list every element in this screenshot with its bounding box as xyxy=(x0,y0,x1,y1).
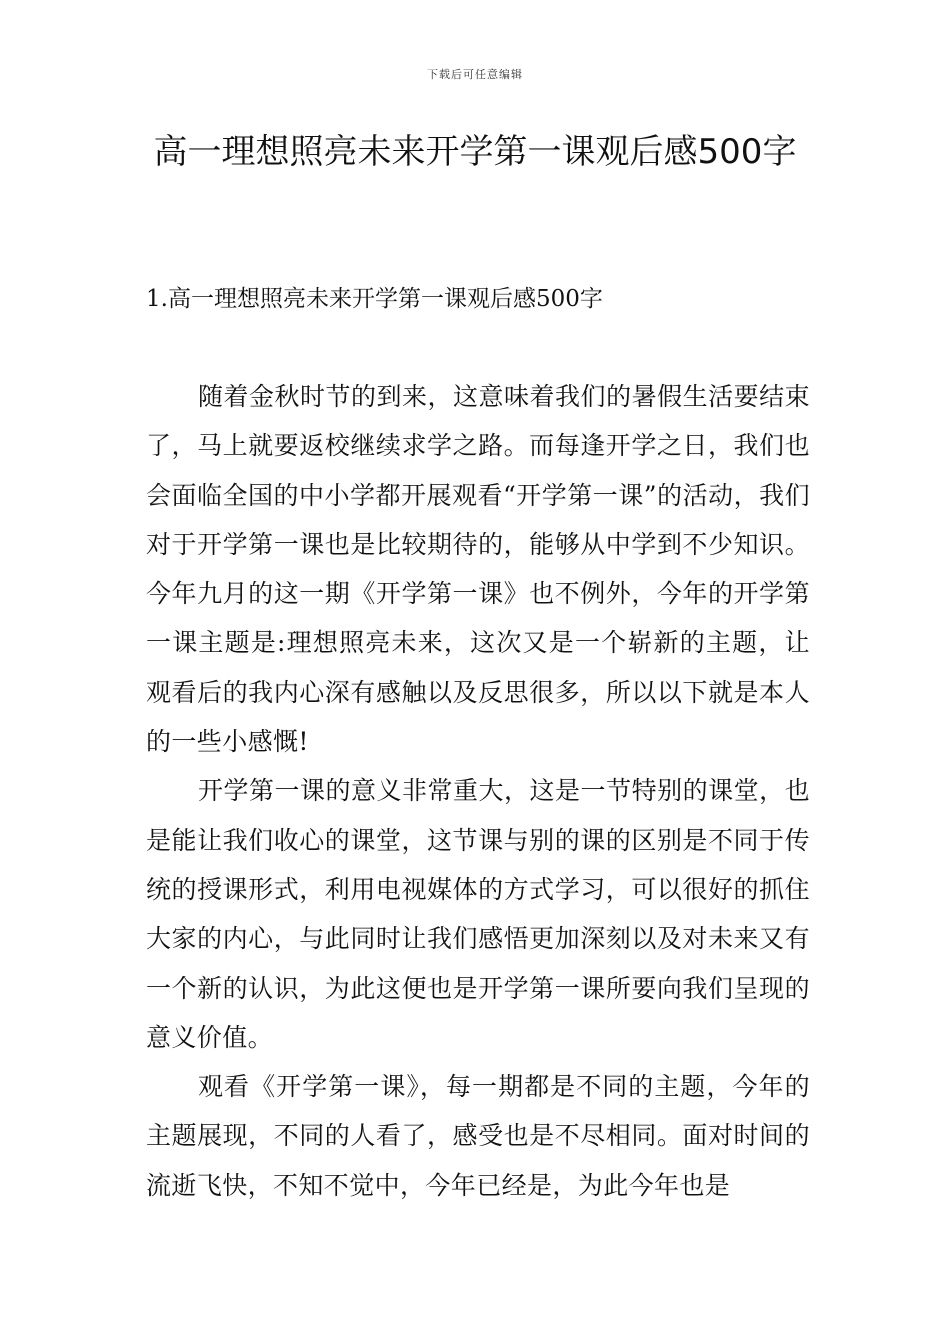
paragraph-1: 随着金秋时节的到来，这意味着我们的暑假生活要结束了，马上就要返校继续求学之路。而每逢开学之日，我们也会面临全国的中小学都开展观看“开学第一课”的活动，我们对于开学第一课也是比较期待的，能够从中学到不少知识。今年九月的这一期《开学第一课》也不例外，今年的开学第一课主题是:理想照亮未来，这次又是一个崭新的主题，让观看后的我内心深有感触以及反思很多，所以以下就是本人的一些小感慨! xyxy=(146,382,810,757)
header-note: 下载后可任意编辑 xyxy=(427,68,523,81)
body-text xyxy=(146,372,810,1210)
paragraph-2: 开学第一课的意义非常重大，这是一节特别的课堂，也是能让我们收心的课堂，这节课与别的课的区别是不同于传统的授课形式，利用电视媒体的方式学习，可以很好的抓住大家的内心，与此同时让我们感悟更加深刻以及对未来又有一个新的认识，为此这便也是开学第一课所要向我们呈现的意义价值。 xyxy=(146,776,810,1052)
paragraph-3: 观看《开学第一课》，每一期都是不同的主题，今年的主题展现，不同的人看了，感受也是不尽相同。面对时间的流逝飞快，不知不觉中，今年已经是，为此今年也是 xyxy=(146,1072,810,1200)
document-title: 高一理想照亮未来开学第一课观后感500字 xyxy=(153,132,797,172)
section-heading: 1.高一理想照亮未来开学第一课观后感500字 xyxy=(146,286,603,312)
